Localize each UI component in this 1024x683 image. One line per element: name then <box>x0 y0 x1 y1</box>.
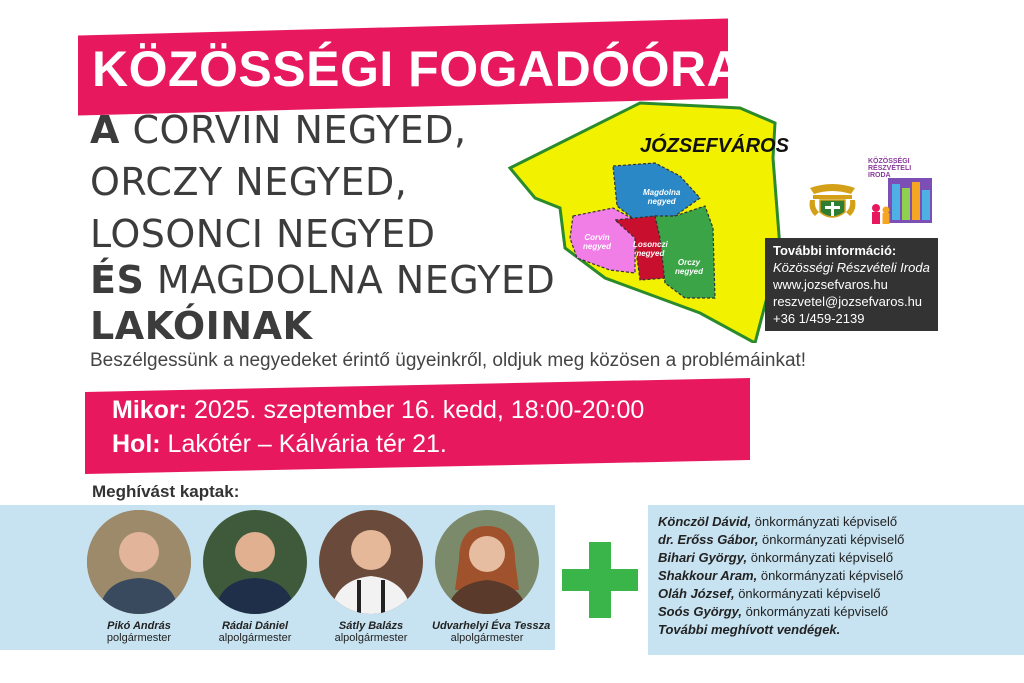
subhead-line-2: ORCZY NEGYED, <box>90 160 408 204</box>
list-item: Oláh József, önkormányzati képviselő <box>658 586 881 601</box>
list-item: dr. Erőss Gábor, önkormányzati képviselő <box>658 532 905 547</box>
map-label-corvin: Corvin negyed <box>583 233 612 251</box>
person-card <box>316 510 426 644</box>
invite-label: Meghívást kaptak: <box>92 482 240 501</box>
info-org: Közösségi Részvételi Iroda <box>773 260 930 275</box>
list-item: Soós György, önkormányzati képviselő <box>658 604 889 619</box>
list-item: Könczöl Dávid, önkormányzati képviselő <box>658 514 898 529</box>
person-name: Pikó András <box>107 620 171 632</box>
subhead-line-1: A CORVIN NEGYED, <box>90 108 467 152</box>
person-name: Sátly Balázs <box>338 620 404 632</box>
jozsefvaros-crest-icon <box>805 180 860 225</box>
list-item: Shakkour Aram, önkormányzati képviselő <box>658 568 904 583</box>
person-name: Rádai Dániel <box>221 620 289 632</box>
map-label-magdolna: Magdolna negyed <box>643 188 681 206</box>
subhead-line-5: LAKÓINAK <box>90 304 313 348</box>
person-card <box>200 510 310 644</box>
person-name: Udvarhelyi Éva Tessza <box>432 620 551 632</box>
avatar <box>319 510 423 614</box>
map-label-orczy: Orczy negyed <box>675 258 704 276</box>
map-label-losonczi: Losonczi negyed <box>633 240 668 258</box>
subhead-line-3: LOSONCI NEGYED <box>90 212 436 256</box>
event-where: Hol: Lakótér – Kálvária tér 21. <box>112 430 447 458</box>
info-box <box>765 238 938 331</box>
avatar <box>203 510 307 614</box>
plus-icon <box>562 542 638 618</box>
tagline: Beszélgessünk a negyedeket érintő ügyeinkről, oldjuk meg közösen a problémáinkat! <box>90 350 807 371</box>
person-role: alpolgármester <box>218 632 292 644</box>
event-banner <box>85 378 750 474</box>
list-item: Bihari György, önkormányzati képviselő <box>658 550 894 565</box>
event-when: Mikor: 2025. szeptember 16. kedd, 18:00-20:00 <box>112 396 645 424</box>
person-role: alpolgármester <box>450 632 524 644</box>
headline: KÖZÖSSÉGI FOGADÓÓRA <box>92 41 744 97</box>
avatar <box>435 510 539 614</box>
map-title: JÓZSEFVÁROS <box>640 135 789 157</box>
info-email[interactable]: reszvetel@jozsefvaros.hu <box>773 294 923 309</box>
guests-note: További meghívott vendégek. <box>658 622 841 637</box>
person-role: polgármester <box>106 632 172 644</box>
avatar <box>87 510 191 614</box>
person-role: alpolgármester <box>334 632 408 644</box>
person-card <box>84 510 194 644</box>
info-web[interactable]: www.jozsefvaros.hu <box>773 277 888 292</box>
person-card <box>432 510 551 644</box>
subhead-line-4: ÉS MAGDOLNA NEGYED <box>90 258 556 302</box>
representatives-list <box>658 513 904 639</box>
info-title: További információ: <box>773 243 897 258</box>
iroda-logo-text: KÖZÖSSÉGI RÉSZVÉTELI IRODA <box>868 158 912 179</box>
info-phone: +36 1/459-2139 <box>773 311 865 326</box>
